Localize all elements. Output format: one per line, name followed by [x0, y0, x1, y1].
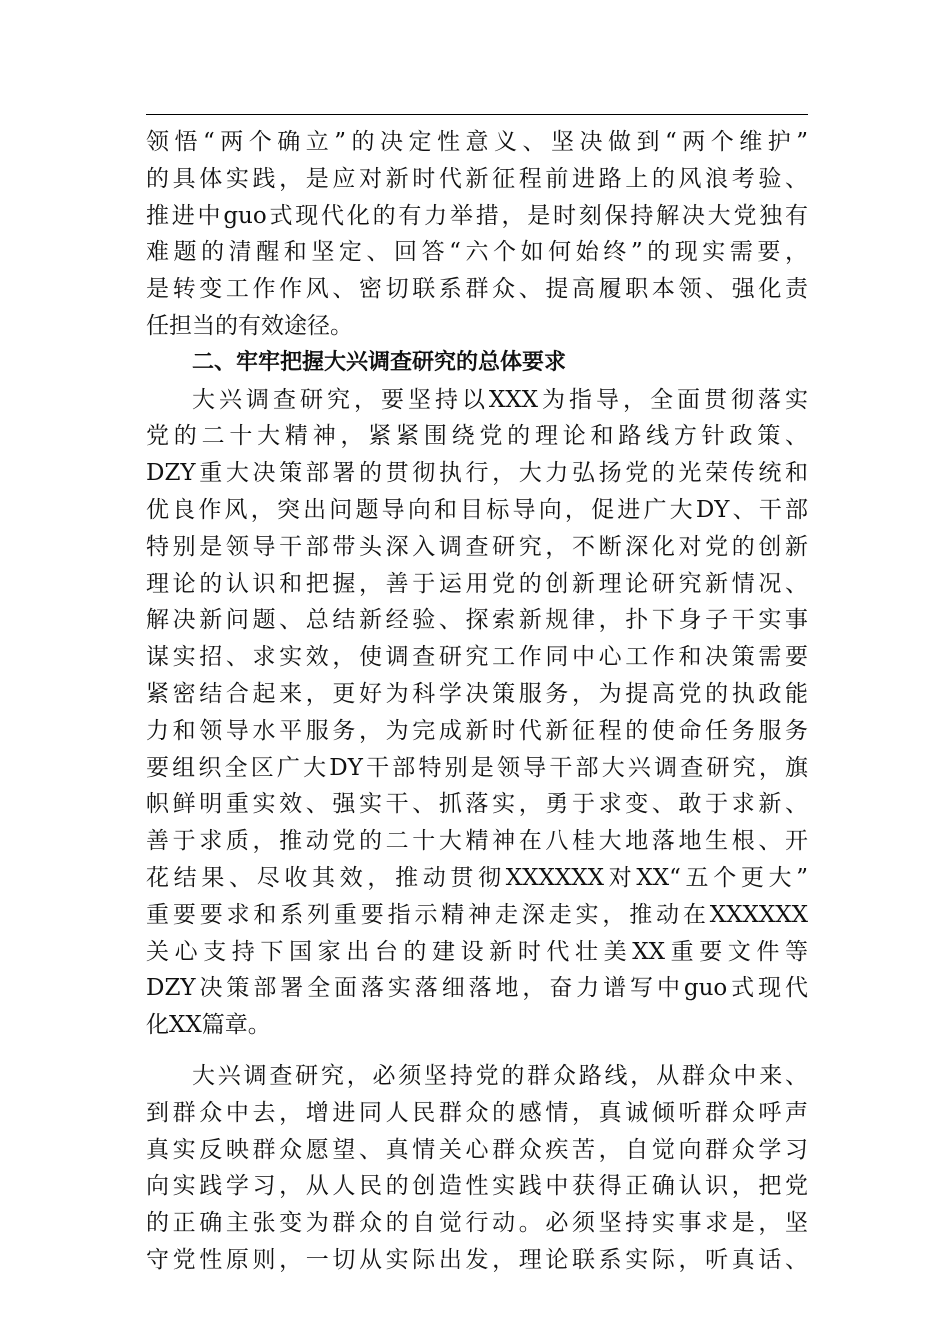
- section-heading: 二、牢牢把握大兴调查研究的总体要求: [192, 349, 567, 375]
- text-line: 关心支持下国家出台的建设新时代壮美XX重要文件等: [146, 938, 808, 965]
- text-line: 向实践学习，从人民的创造性实践中获得正确认识，把党: [146, 1173, 808, 1200]
- paragraph-3: [146, 1058, 808, 1279]
- text-line: 理论的认识和把握，善于运用党的创新理论研究新情况、: [146, 570, 808, 597]
- text-line: 领悟“两个确立”的决定性意义、坚决做到“两个维护”: [146, 129, 808, 155]
- text-line: 解决新问题、总结新经验、探索新规律，扑下身子干实事: [146, 607, 808, 634]
- text-line: 难题的清醒和坚定、回答“六个如何始终”的现实需要，: [146, 239, 808, 266]
- text-line: 任担当的有效途径。: [146, 312, 353, 339]
- text-line: 帜鲜明重实效、强实干、抓落实，勇于求变、敢于求新、: [146, 791, 808, 818]
- text-line: 推进中guo式现代化的有力举措，是时刻保持解决大党独有: [146, 202, 808, 229]
- text-line: 大兴调查研究，必须坚持党的群众路线，从群众中来、: [192, 1062, 808, 1089]
- header-rule: [146, 114, 808, 115]
- text-line: 大兴调查研究，要坚持以XXX为指导，全面贯彻落实: [192, 386, 808, 413]
- text-line: 的具体实践，是应对新时代新征程前进路上的风浪考验、: [146, 165, 808, 192]
- text-line: 花结果、尽收其效，推动贯彻XXXXXX对XX“五个更大”: [146, 864, 808, 891]
- text-line: 是转变工作作风、密切联系群众、提高履职本领、强化责: [146, 276, 808, 303]
- text-line: 要组织全区广大DY干部特别是领导干部大兴调查研究，旗: [146, 754, 808, 781]
- text-line: 化XX篇章。: [146, 1012, 271, 1039]
- text-line: 重要要求和系列重要指示精神走深走实，推动在XXXXXX: [146, 901, 808, 928]
- text-line: DZY决策部署全面落实落细落地，奋力谱写中guo式现代: [146, 975, 808, 1002]
- text-line: 力和领导水平服务，为完成新时代新征程的使命任务服务: [146, 717, 808, 744]
- text-line: 到群众中去，增进同人民群众的感情，真诚倾听群众呼声: [146, 1099, 808, 1126]
- text-line: 特别是领导干部带头深入调查研究，不断深化对党的创新: [146, 533, 808, 560]
- document-body: [146, 124, 808, 1279]
- text-line: DZY重大决策部署的贯彻执行，大力弘扬党的光荣传统和: [146, 460, 808, 487]
- text-line: 优良作风，突出问题导向和目标导向，促进广大DY、干部: [146, 496, 808, 523]
- text-line: 真实反映群众愿望、真情关心群众疾苦，自觉向群众学习: [146, 1136, 808, 1163]
- text-line: 守党性原则，一切从实际出发，理论联系实际，听真话、: [146, 1246, 808, 1273]
- paragraph-spacing: [146, 1044, 808, 1058]
- text-line: 党的二十大精神，紧紧围绕党的理论和路线方针政策、: [146, 423, 808, 450]
- text-line: 谋实招、求实效，使调查研究工作同中心工作和决策需要: [146, 644, 808, 671]
- text-line: 善于求质，推动党的二十大精神在八桂大地落地生根、开: [146, 828, 808, 855]
- paragraph-2: [146, 382, 808, 1044]
- paragraph-1: [146, 124, 808, 345]
- text-line: 的正确主张变为群众的自觉行动。必须坚持实事求是，坚: [146, 1210, 808, 1237]
- text-line: 紧密结合起来，更好为科学决策服务，为提高党的执政能: [146, 680, 808, 707]
